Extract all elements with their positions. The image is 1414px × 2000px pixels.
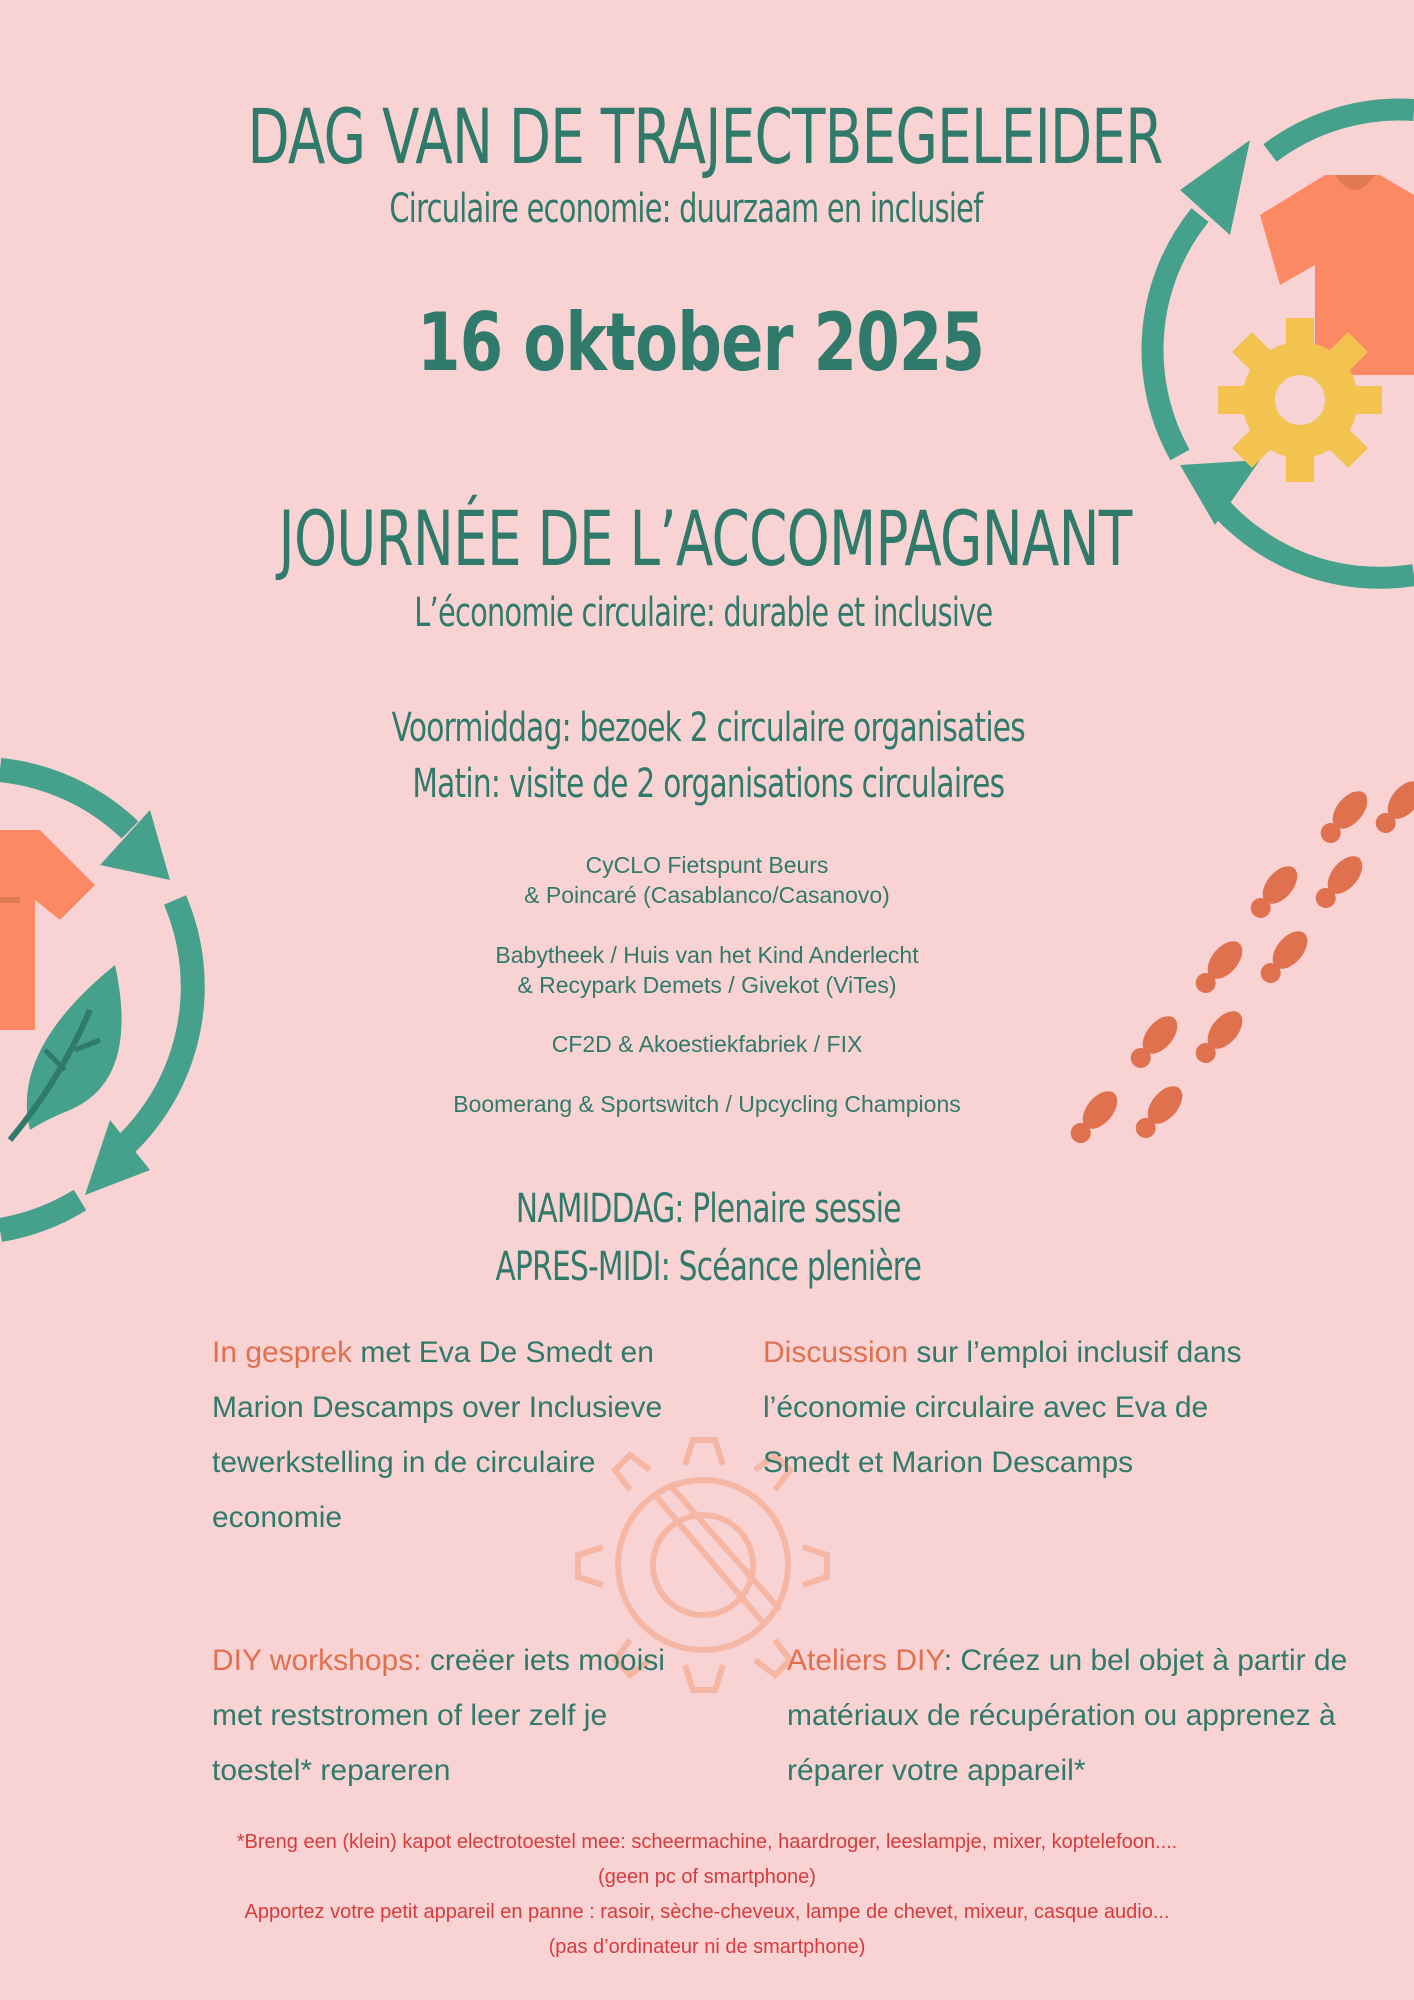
- org-pair: [0, 1029, 1414, 1059]
- recycle-shirt-leaf-icon: [0, 750, 215, 1250]
- page-title-fr: JOURNÉE DE L’ACCOMPAGNANT: [278, 494, 1132, 583]
- afternoon-line-fr: APRES-MIDI: Scéance plenière: [495, 1244, 922, 1290]
- note-fr-line1: Apportez votre petit appareil en panne : rasoir, sèche-cheveux, lampe de chevet, mixeur, casque audio...: [244, 1901, 1170, 1923]
- note-nl-line2: (geen pc of smartphone): [598, 1866, 816, 1888]
- discussion-fr: [763, 1325, 1263, 1490]
- diy-nl: [212, 1633, 692, 1798]
- org-pair: [0, 850, 1414, 910]
- note-nl-line1: *Breng een (klein) kapot electrotoestel mee: scheermachine, haardroger, leeslampje, mixer, koptelefoon....: [236, 1831, 1178, 1853]
- org-line: CF2D & Akoestiekfabriek / FIX: [551, 1031, 863, 1057]
- morning-line-fr: Matin: visite de 2 organisations circulaires: [412, 761, 1005, 807]
- org-pair: [0, 940, 1414, 1000]
- subtitle-nl: Circulaire economie: duurzaam en inclusief: [389, 186, 983, 232]
- afternoon-line-nl: NAMIDDAG: Plenaire sessie: [515, 1186, 901, 1232]
- org-line: & Recypark Demets / Givekot (ViTes): [517, 972, 897, 998]
- diy-nl-text: creëer iets mooisi met reststromen of leer zelf je toestel* repareren: [212, 1644, 665, 1787]
- page-title-nl: DAG VAN DE TRAJECTBEGELEIDER: [247, 92, 1163, 181]
- discussion-nl-text: met Eva De Smedt en Marion Descamps over Inclusieve tewerkstelling in de circulaire economie: [212, 1336, 663, 1534]
- subtitle-fr: L’économie circulaire: durable et inclusive: [414, 590, 993, 636]
- org-line: & Poincaré (Casablanco/Casanovo): [524, 882, 890, 908]
- org-pair: [0, 1089, 1414, 1119]
- discussion-fr-text: sur l’emploi inclusif dans l’économie circulaire avec Eva de Smedt et Marion Descamps: [763, 1336, 1242, 1479]
- morning-line-nl: Voormiddag: bezoek 2 circulaire organisaties: [391, 705, 1025, 751]
- note-fr-line2: (pas d’ordinateur ni de smartphone): [548, 1936, 866, 1958]
- diy-fr: [787, 1633, 1387, 1798]
- diy-nl-accent: DIY workshops:: [212, 1644, 422, 1677]
- discussion-nl-accent: In gesprek: [212, 1336, 353, 1369]
- org-line: Boomerang & Sportswitch / Upcycling Champions: [453, 1091, 961, 1117]
- afternoon-heading: [185, 1180, 1231, 1296]
- footnotes: [0, 1825, 1414, 1965]
- diy-fr-text: : Créez un bel objet à partir de matériaux de récupération ou apprenez à réparer votre appareil*: [787, 1644, 1348, 1787]
- morning-heading: [185, 700, 1231, 812]
- event-date: 16 oktober 2025: [417, 296, 985, 389]
- discussion-nl: [212, 1325, 682, 1545]
- diy-fr-accent: Ateliers DIY: [787, 1644, 944, 1677]
- org-line: Babytheek / Huis van het Kind Anderlecht: [495, 942, 919, 968]
- org-line: CyCLO Fietspunt Beurs: [585, 852, 829, 878]
- discussion-fr-accent: Discussion: [763, 1336, 909, 1369]
